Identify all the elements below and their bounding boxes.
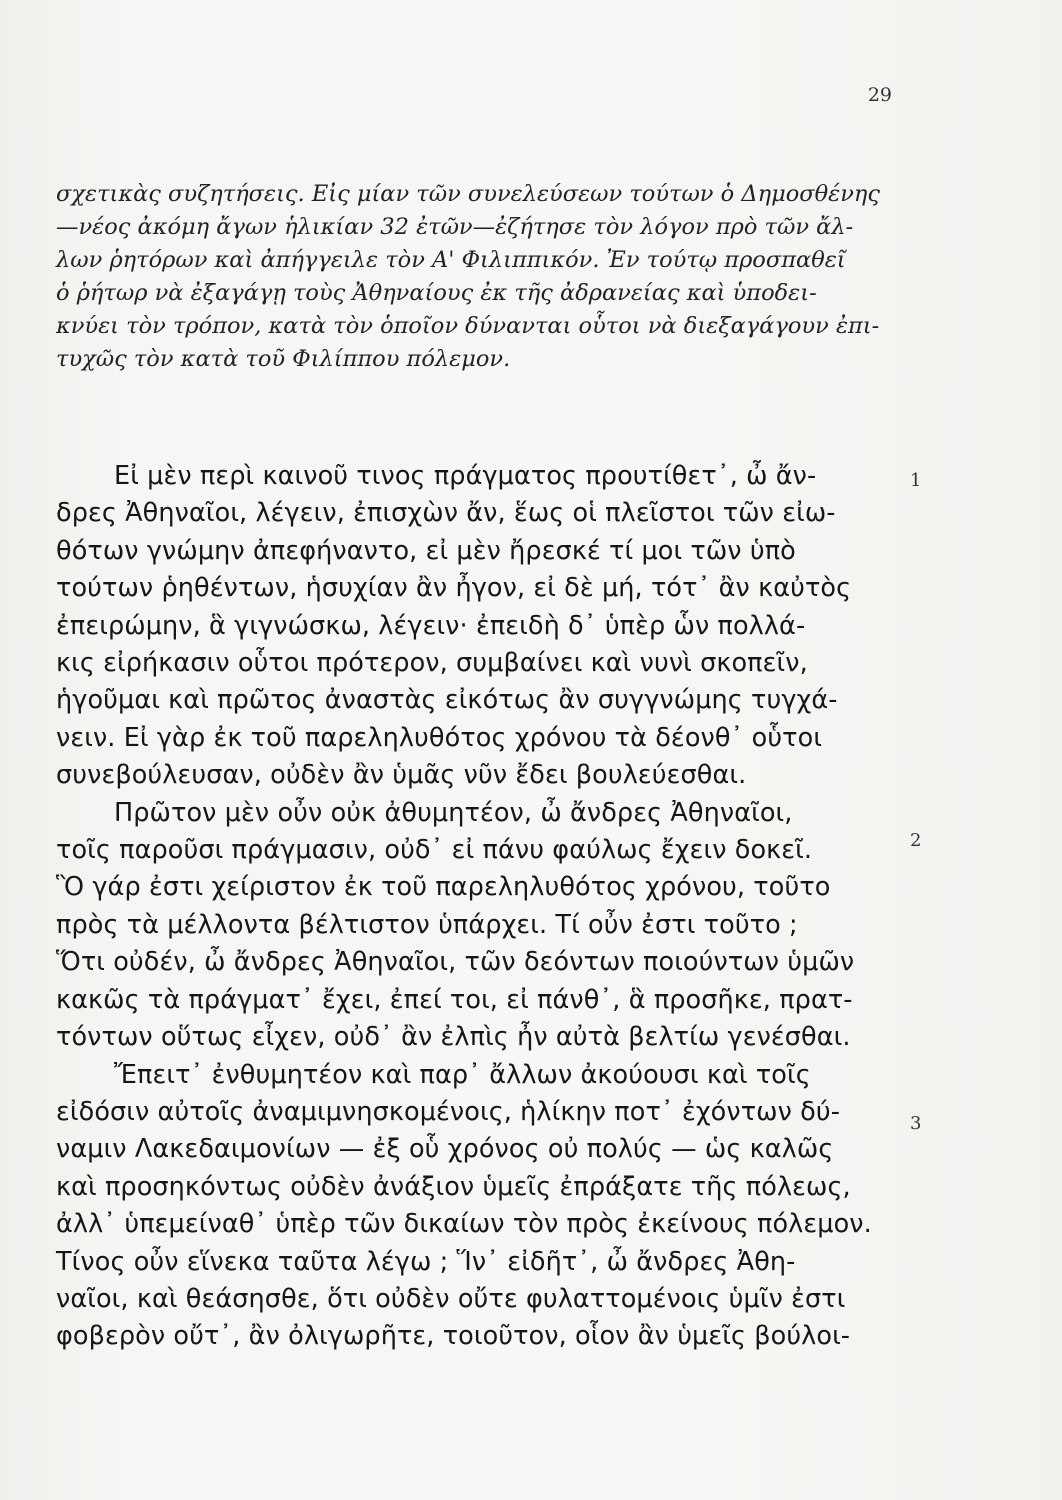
text-line: δρες Ἀθηναῖοι, λέγειν, ἐπισχὼν ἄν, ἕως οἱ πλεῖστοι τῶν εἰω-: [56, 498, 836, 529]
section-3-paragraph: [56, 1057, 906, 1356]
intro-line: —νέος ἀκόμη ἄγων ἡλικίαν 32 ἐτῶν—ἐζήτησε τὸν λόγον πρὸ τῶν ἄλ-: [56, 214, 854, 240]
main-text: [56, 458, 906, 1356]
text-line: τόντων οὕτως εἶχεν, οὐδ᾽ ἂν ἐλπὶς ἦν αὐτὰ βελτίω γενέσθαι.: [56, 1022, 851, 1053]
section-number-2: 2: [910, 830, 922, 851]
page-number: 29: [867, 84, 892, 106]
text-line: Τίνος οὖν εἵνεκα ταῦτα λέγω ; Ἵν᾽ εἰδῆτ᾽, ὦ ἄνδρες Ἀθη-: [56, 1246, 796, 1277]
text-line: ἐπειρώμην, ἃ γιγνώσκω, λέγειν· ἐπειδὴ δ᾽ ὑπὲρ ὧν πολλά-: [56, 610, 806, 641]
section-number-1: 1: [910, 470, 922, 491]
text-line: συνεβούλευσαν, οὐδὲν ἂν ὑμᾶς νῦν ἔδει βουλεύεσθαι.: [56, 760, 747, 791]
text-line: Ὃ γάρ ἐστι χείριστον ἐκ τοῦ παρεληλυθότος χρόνου, τοῦτο: [56, 872, 831, 903]
text-line: ἡγοῦμαι καὶ πρῶτος ἀναστὰς εἰκότως ἂν συγγνώμης τυγχά-: [56, 685, 838, 716]
text-line: πρὸς τὰ μέλλοντα βέλτιστον ὑπάρχει. Τί οὖν ἐστι τοῦτο ;: [56, 909, 798, 940]
text-line: καὶ προσηκόντως οὐδὲν ἀνάξιον ὑμεῖς ἐπράξατε τῆς πόλεως,: [56, 1171, 851, 1202]
intro-line: κνύει τὸν τρόπον, κατὰ τὸν ὁποῖον δύνανται οὗτοι νὰ διεξαγάγουν ἐπι-: [56, 313, 880, 339]
text-line: φοβερὸν οὔτ᾽, ἂν ὀλιγωρῆτε, τοιοῦτον, οἷον ἂν ὑμεῖς βούλοι-: [56, 1321, 851, 1352]
introduction-paragraph: [56, 178, 886, 376]
text-line: εἰδόσιν αὐτοῖς ἀναμιμνησκομένοις, ἡλίκην ποτ᾽ ἐχόντων δύ-: [56, 1096, 841, 1127]
text-line: κις εἰρήκασιν οὗτοι πρότερον, συμβαίνει καὶ νυνὶ σκοπεῖν,: [56, 648, 808, 679]
text-line: τοῖς παροῦσι πράγμασιν, οὐδ᾽ εἰ πάνυ φαύλως ἔχειν δοκεῖ.: [56, 835, 813, 866]
text-line: θότων γνώμην ἀπεφήναντο, εἰ μὲν ἤρεσκέ τί μοι τῶν ὑπὸ: [56, 535, 796, 566]
text-line: ναῖοι, καὶ θεάσησθε, ὅτι οὐδὲν οὔτε φυλαττομένοις ὑμῖν ἐστι: [56, 1283, 846, 1314]
text-line: ἀλλ᾽ ὑπεμείναθ᾽ ὑπὲρ τῶν δικαίων τὸν πρὸς ἐκείνους πόλεμον.: [56, 1209, 872, 1240]
intro-line: ὁ ῥήτωρ νὰ ἐξαγάγῃ τοὺς Ἀθηναίους ἐκ τῆς ἀδρανείας καὶ ὑποδει-: [56, 280, 817, 306]
text-line: ναμιν Λακεδαιμονίων — ἐξ οὗ χρόνος οὐ πολύς — ὡς καλῶς: [56, 1134, 834, 1165]
text-line: κακῶς τὰ πράγματ᾽ ἔχει, ἐπεί τοι, εἰ πάνθ᾽, ἃ προσῆκε, πρατ-: [56, 984, 853, 1015]
intro-line: λων ῥητόρων καὶ ἀπήγγειλε τὸν Α' Φιλιππικόν. Ἐν τούτῳ προσπαθεῖ: [56, 247, 846, 273]
text-line: τούτων ῥηθέντων, ἡσυχίαν ἂν ἦγον, εἰ δὲ μή, τότ᾽ ἂν καὐτὸς: [56, 573, 852, 604]
intro-line: τυχῶς τὸν κατὰ τοῦ Φιλίππου πόλεμον.: [56, 346, 511, 372]
intro-line: σχετικὰς συζητήσεις. Εἰς μίαν τῶν συνελεύσεων τούτων ὁ Δημοσθένης: [56, 181, 880, 207]
text-line: Ἔπειτ᾽ ἐνθυμητέον καὶ παρ᾽ ἄλλων ἀκούουσι καὶ τοῖς: [114, 1059, 811, 1090]
section-2-paragraph: [56, 795, 906, 1057]
text-line: Πρῶτον μὲν οὖν οὐκ ἀθυμητέον, ὦ ἄνδρες Ἀθηναῖοι,: [114, 797, 793, 828]
section-number-3: 3: [910, 1113, 922, 1134]
text-line: Ὅτι οὐδέν, ὦ ἄνδρες Ἀθηναῖοι, τῶν δεόντων ποιούντων ὑμῶν: [56, 947, 855, 978]
section-1-paragraph: [56, 458, 906, 795]
text-line: νειν. Εἰ γὰρ ἐκ τοῦ παρεληλυθότος χρόνου τὰ δέονθ᾽ οὗτοι: [56, 722, 823, 753]
text-line: Εἰ μὲν περὶ καινοῦ τινος πράγματος προυτίθετ᾽, ὦ ἄν-: [114, 461, 817, 491]
